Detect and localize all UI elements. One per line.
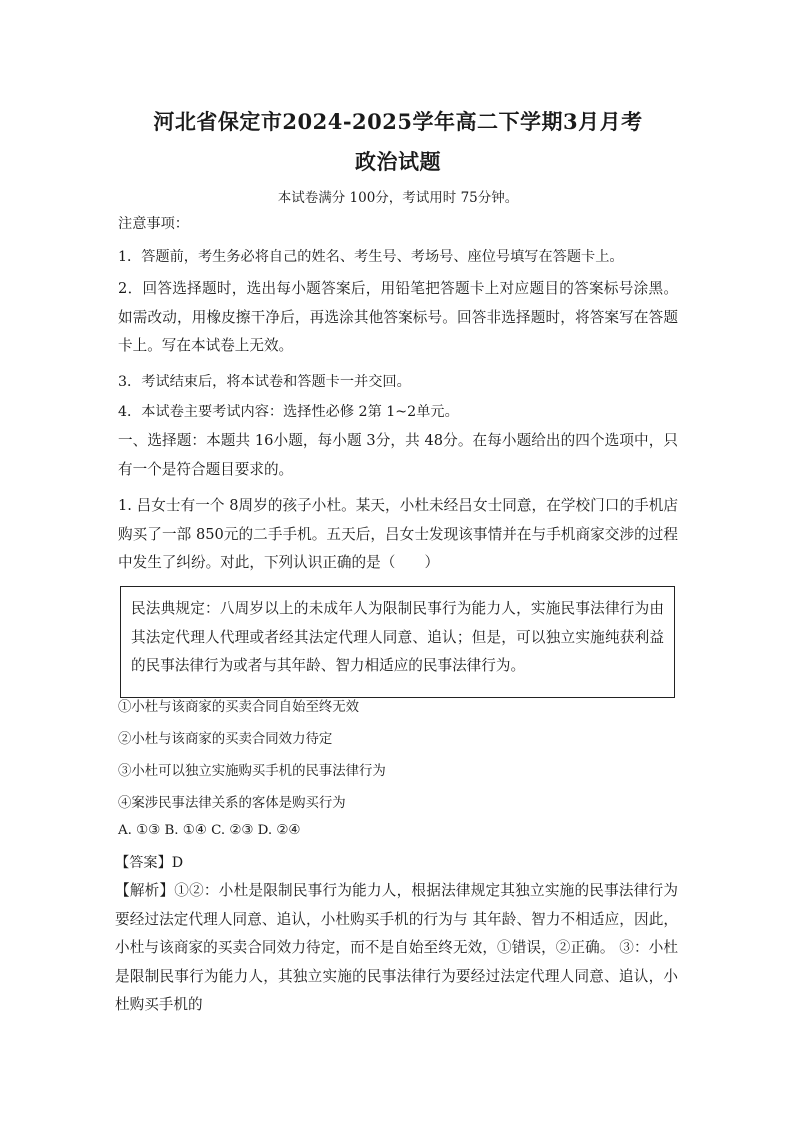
statement-4: ④案涉民事法律关系的客体是购买行为 (118, 796, 346, 811)
note-item-4: 4．本试卷主要考试内容：选择性必修 2第 1~2单元。 (118, 404, 459, 420)
note-item-2: 2．回答选择题时，选出每小题答案后，用铅笔把答题卡上对应题目的答案标号涂黑。如需改动，用橡皮擦干净后，再选涂其他答案标号。回答非选择题时，将答案写在答题卡上。写在本试卷上无效。 (118, 280, 678, 354)
answer-label: 【答案】D (115, 855, 184, 871)
notes-heading: 注意事项： (118, 216, 189, 232)
page-subtitle: 政治试题 (355, 149, 441, 174)
statement-1: ①小杜与该商家的买卖合同自始至终无效 (118, 700, 360, 715)
analysis-text: 【解析】①②：小杜是限制民事行为能力人，根据法律规定其独立实施的民事法律行为要经过法定代理人同意、追认，小杜购买手机的行为与 其年龄、智力不相适应，因此，小杜与该商家的买卖合同效力待定，而不是自始至终无效，①错误，②正确。 ③：小杜是限制民事行为能力人，其独立实施的民事法律行为要经过法定代理人同意、追认，小杜购买手机的 (115, 882, 678, 1013)
answer-choices: A. ①③ B. ①④ C. ②③ D. ②④ (118, 823, 301, 838)
section-heading: 一、选择题：本题共 16小题，每小题 3分，共 48分。在每小题给出的四个选项中，只有一个是符合题目要求的。 (118, 432, 678, 478)
statement-2: ②小杜与该商家的买卖合同效力待定 (118, 732, 333, 747)
material-text: 民法典规定：八周岁以上的未成年人为限制民事行为能力人，实施民事法律行为由其法定代理人代理或者经其法定代理人同意、追认；但是，可以独立实施纯获利益的民事法律行为或者与其年龄、智力相适应的民事法律行为。 (131, 600, 664, 674)
exam-info: 本试卷满分 100分，考试用时 75分钟。 (277, 190, 519, 206)
note-item-1: 1．答题前，考生务必将自己的姓名、考生号、考场号、座位号填写在答题卡上。 (118, 249, 624, 265)
statement-3: ③小杜可以独立实施购买手机的民事法律行为 (118, 764, 386, 779)
page-title: 河北省保定市2024-2025学年高二下学期3月月考 (153, 109, 643, 134)
material-box (120, 586, 675, 698)
question-stem: 1. 吕女士有一个 8周岁的孩子小杜。某天，小杜未经吕女士同意，在学校门口的手机店购买了一部 850元的二手手机。五天后，吕女士发现该事情并在与手机商家交涉的过程中发生了纠纷。对此，下列认识正确的是（ ） (118, 497, 678, 571)
note-item-3: 3．考试结束后，将本试卷和答题卡一并交回。 (118, 374, 411, 390)
